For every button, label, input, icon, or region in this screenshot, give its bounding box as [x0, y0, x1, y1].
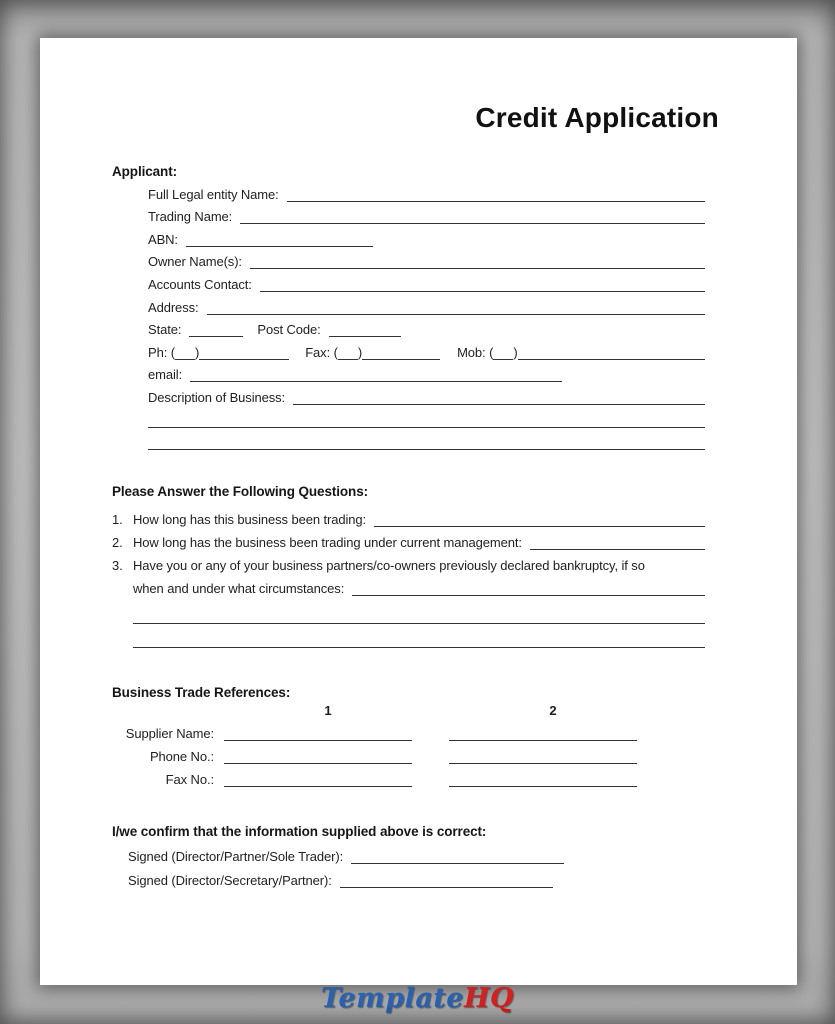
phone-no-label: Phone No.:	[149, 748, 214, 764]
abn-line[interactable]	[186, 232, 373, 247]
description-of-business-line[interactable]	[293, 390, 705, 405]
fax-no-line-2[interactable]	[449, 772, 637, 787]
question-3-number: 3.	[112, 558, 123, 574]
owner-names-label: Owner Name(s):	[148, 254, 242, 270]
description-of-business-row	[148, 382, 705, 405]
fax-area-line[interactable]	[338, 345, 358, 360]
phone-line[interactable]	[199, 345, 289, 360]
question-2-row	[112, 527, 705, 550]
owner-names-row	[148, 247, 705, 270]
signed-director-partner-row	[128, 841, 705, 865]
mobile-line[interactable]	[518, 345, 705, 360]
phone-area-line[interactable]	[175, 345, 195, 360]
accounts-contact-line[interactable]	[260, 277, 705, 292]
templatehq-logo	[321, 983, 514, 1014]
trading-name-line[interactable]	[240, 209, 705, 224]
question-2-line[interactable]	[530, 535, 705, 550]
mobile-area-line[interactable]	[493, 345, 513, 360]
applicant-fields	[148, 179, 705, 405]
phone-no-line-1[interactable]	[224, 749, 412, 764]
state-label: State:	[148, 322, 182, 338]
description-continuation-line-2[interactable]	[148, 428, 705, 451]
question-1-text: How long has this business been trading:	[133, 512, 367, 528]
owner-names-line[interactable]	[250, 254, 705, 269]
document-page	[40, 38, 797, 985]
supplier-name-label: Supplier Name:	[125, 725, 214, 741]
references-section-heading: Business Trade References:	[112, 685, 291, 701]
phone-no-line-2[interactable]	[449, 749, 637, 764]
abn-label: ABN:	[148, 231, 178, 247]
question-3-blank-line-2[interactable]	[133, 624, 705, 649]
reference-column-1-header: 1	[324, 703, 332, 719]
mobile-paren: )	[513, 344, 518, 360]
confirmation-statement: I/we confirm that the information supplied above is correct:	[112, 823, 487, 839]
question-3-row	[112, 550, 705, 573]
abn-row	[148, 224, 705, 247]
question-3-text-2: when and under what circumstances:	[133, 581, 345, 597]
fax-no-line-1[interactable]	[224, 772, 412, 787]
email-row	[148, 360, 705, 383]
signed-director-secretary-row	[128, 864, 705, 888]
applicant-section-heading: Applicant:	[112, 164, 177, 179]
description-of-business-label: Description of Business:	[148, 389, 286, 405]
question-2-number: 2.	[112, 535, 123, 551]
state-line[interactable]	[189, 322, 243, 337]
phone-paren: )	[194, 344, 200, 360]
templatehq-logo-template-text: Template	[320, 983, 464, 1014]
address-line[interactable]	[207, 300, 705, 315]
question-3-line[interactable]	[352, 581, 705, 596]
question-1-row	[112, 504, 705, 527]
question-2-text: How long has the business been trading under current management:	[133, 535, 522, 551]
question-1-line[interactable]	[374, 512, 705, 527]
fax-paren: )	[357, 344, 363, 360]
phone-no-row	[112, 741, 705, 764]
question-1-number: 1.	[112, 512, 123, 528]
reference-column-headers	[112, 700, 705, 718]
question-3-continuation-row	[133, 573, 705, 596]
description-continuation-line-1[interactable]	[148, 405, 705, 428]
accounts-contact-row	[148, 269, 705, 292]
mobile-label: Mob: (	[457, 344, 494, 360]
state-postcode-row	[148, 315, 705, 338]
supplier-name-line-2[interactable]	[449, 726, 637, 741]
accounts-contact-label: Accounts Contact:	[148, 276, 252, 292]
templatehq-logo-hq-text: HQ	[464, 983, 515, 1014]
question-3-blank-line-1[interactable]	[133, 599, 705, 624]
phone-fax-mobile-row	[148, 337, 705, 360]
signed-director-partner-label: Signed (Director/Partner/Sole Trader):	[128, 849, 344, 865]
form-content	[40, 102, 797, 888]
fax-label: Fax: (	[305, 344, 338, 360]
signed-director-partner-line[interactable]	[351, 849, 564, 864]
email-line[interactable]	[190, 367, 562, 382]
signed-director-secretary-label: Signed (Director/Secretary/Partner):	[128, 872, 332, 888]
postcode-label: Post Code:	[257, 322, 321, 338]
trading-name-row	[148, 202, 705, 225]
postcode-line[interactable]	[329, 322, 401, 337]
fax-no-row	[112, 764, 705, 787]
question-3-text: Have you or any of your business partners/co-owners previously declared bankruptcy, if so	[133, 558, 645, 574]
fax-line[interactable]	[362, 345, 440, 360]
page-title: Credit Application	[475, 102, 719, 133]
trading-name-label: Trading Name:	[148, 209, 233, 225]
full-legal-entity-name-row	[148, 179, 705, 202]
address-label: Address:	[148, 299, 199, 315]
full-legal-entity-name-label: Full Legal entity Name:	[148, 186, 279, 202]
phone-label: Ph: (	[148, 344, 175, 360]
questions-section-heading: Please Answer the Following Questions:	[112, 484, 368, 500]
fax-no-label: Fax No.:	[165, 771, 214, 787]
supplier-name-line-1[interactable]	[224, 726, 412, 741]
supplier-name-row	[112, 718, 705, 741]
full-legal-entity-name-line[interactable]	[287, 187, 705, 202]
email-label: email:	[148, 367, 183, 383]
signed-director-secretary-line[interactable]	[340, 873, 553, 888]
address-row	[148, 292, 705, 315]
reference-column-2-header: 2	[549, 703, 557, 719]
